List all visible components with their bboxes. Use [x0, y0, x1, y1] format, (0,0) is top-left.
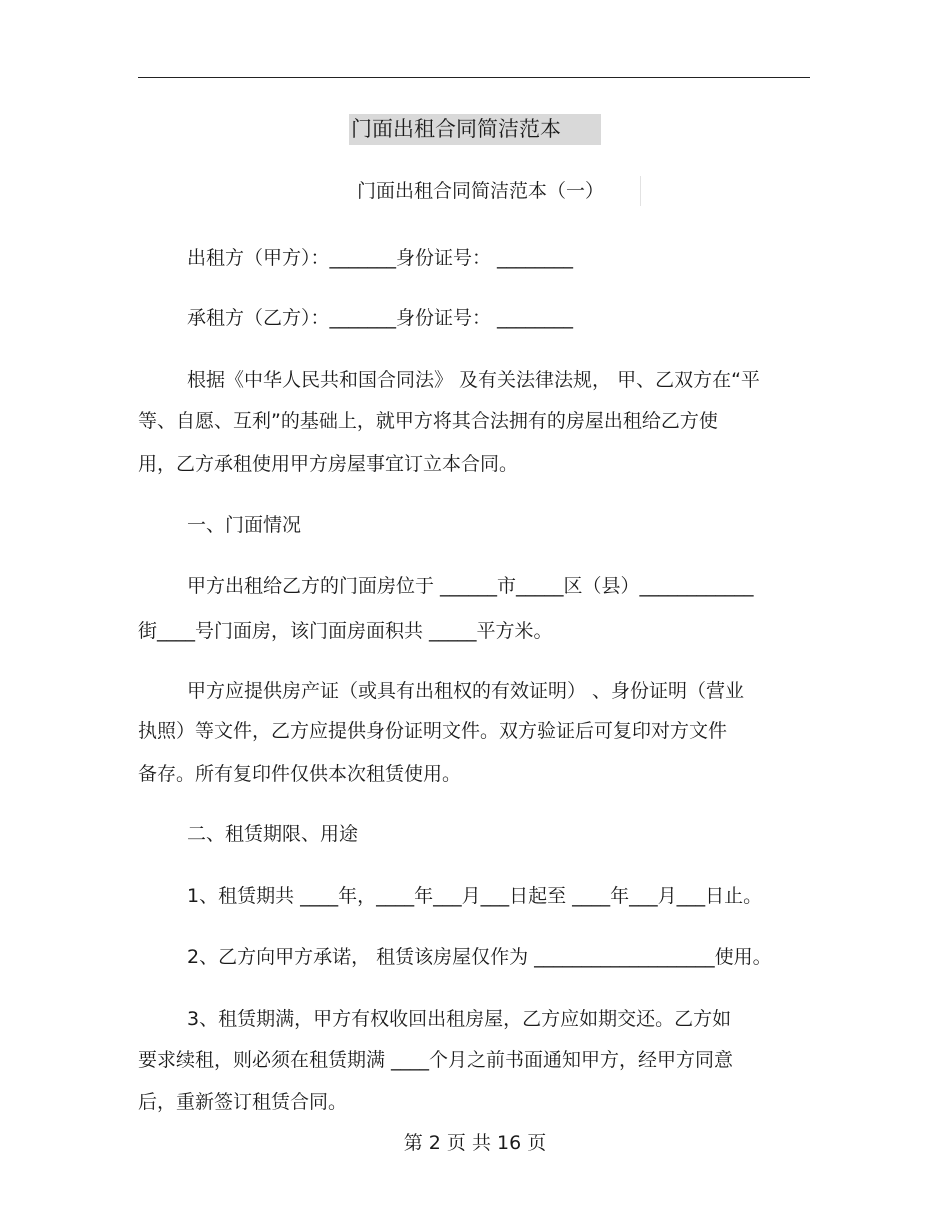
document-subtitle: 门面出租合同简洁范本（一） — [357, 180, 605, 202]
s2-item-3-line-2: 要求续租，则必须在租赁期满 ____个月之前书面通知甲方，经甲方同意 — [138, 1049, 734, 1071]
s1-p1-line-2: 街____号门面房，该门面房面积共 _____平方米。 — [138, 620, 553, 642]
s2-item-2: 2、乙方向甲方承诺， 租赁该房屋仅作为 ___________________使用。 — [187, 946, 772, 968]
s2-item-1: 1、租赁期共 ____年，____年___月___日起至 ____年___月___日止。 — [187, 885, 763, 907]
document-title: 门面出租合同简洁范本 — [349, 114, 601, 145]
intro-line-1: 根据《中华人民共和国合同法》 及有关法律法规， 甲、乙双方在“平 — [187, 369, 760, 391]
s1-p2-line-2: 执照）等文件，乙方应提供身份证明文件。双方验证后可复印对方文件 — [138, 720, 728, 742]
s1-p1-line-1: 甲方出租给乙方的门面房位于 ______市_____区（县）____________ — [187, 575, 754, 597]
intro-line-3: 用，乙方承租使用甲方房屋事宜订立本合同。 — [138, 453, 519, 475]
lessee-line: 承租方（乙方）：_______身份证号： ________ — [187, 307, 574, 329]
section-1-heading: 一、门面情况 — [187, 514, 302, 536]
s1-p2-line-1: 甲方应提供房产证（或具有出租权的有效证明） 、身份证明（营业 — [187, 680, 745, 702]
header-rule — [138, 77, 810, 78]
lessor-line: 出租方（甲方）：_______身份证号： ________ — [187, 247, 574, 269]
section-2-heading: 二、租赁期限、用途 — [187, 823, 359, 845]
intro-line-2: 等、自愿、互利”的基础上，就甲方将其合法拥有的房屋出租给乙方使 — [138, 410, 718, 432]
s1-p2-line-3: 备存。所有复印件仅供本次租赁使用。 — [138, 763, 462, 785]
s2-item-3-line-1: 3、租赁期满，甲方有权收回出租房屋，乙方应如期交还。乙方如 — [187, 1008, 732, 1030]
s2-item-3-line-3: 后，重新签订租赁合同。 — [138, 1091, 348, 1113]
page-footer: 第 2 页 共 16 页 — [403, 1132, 547, 1154]
